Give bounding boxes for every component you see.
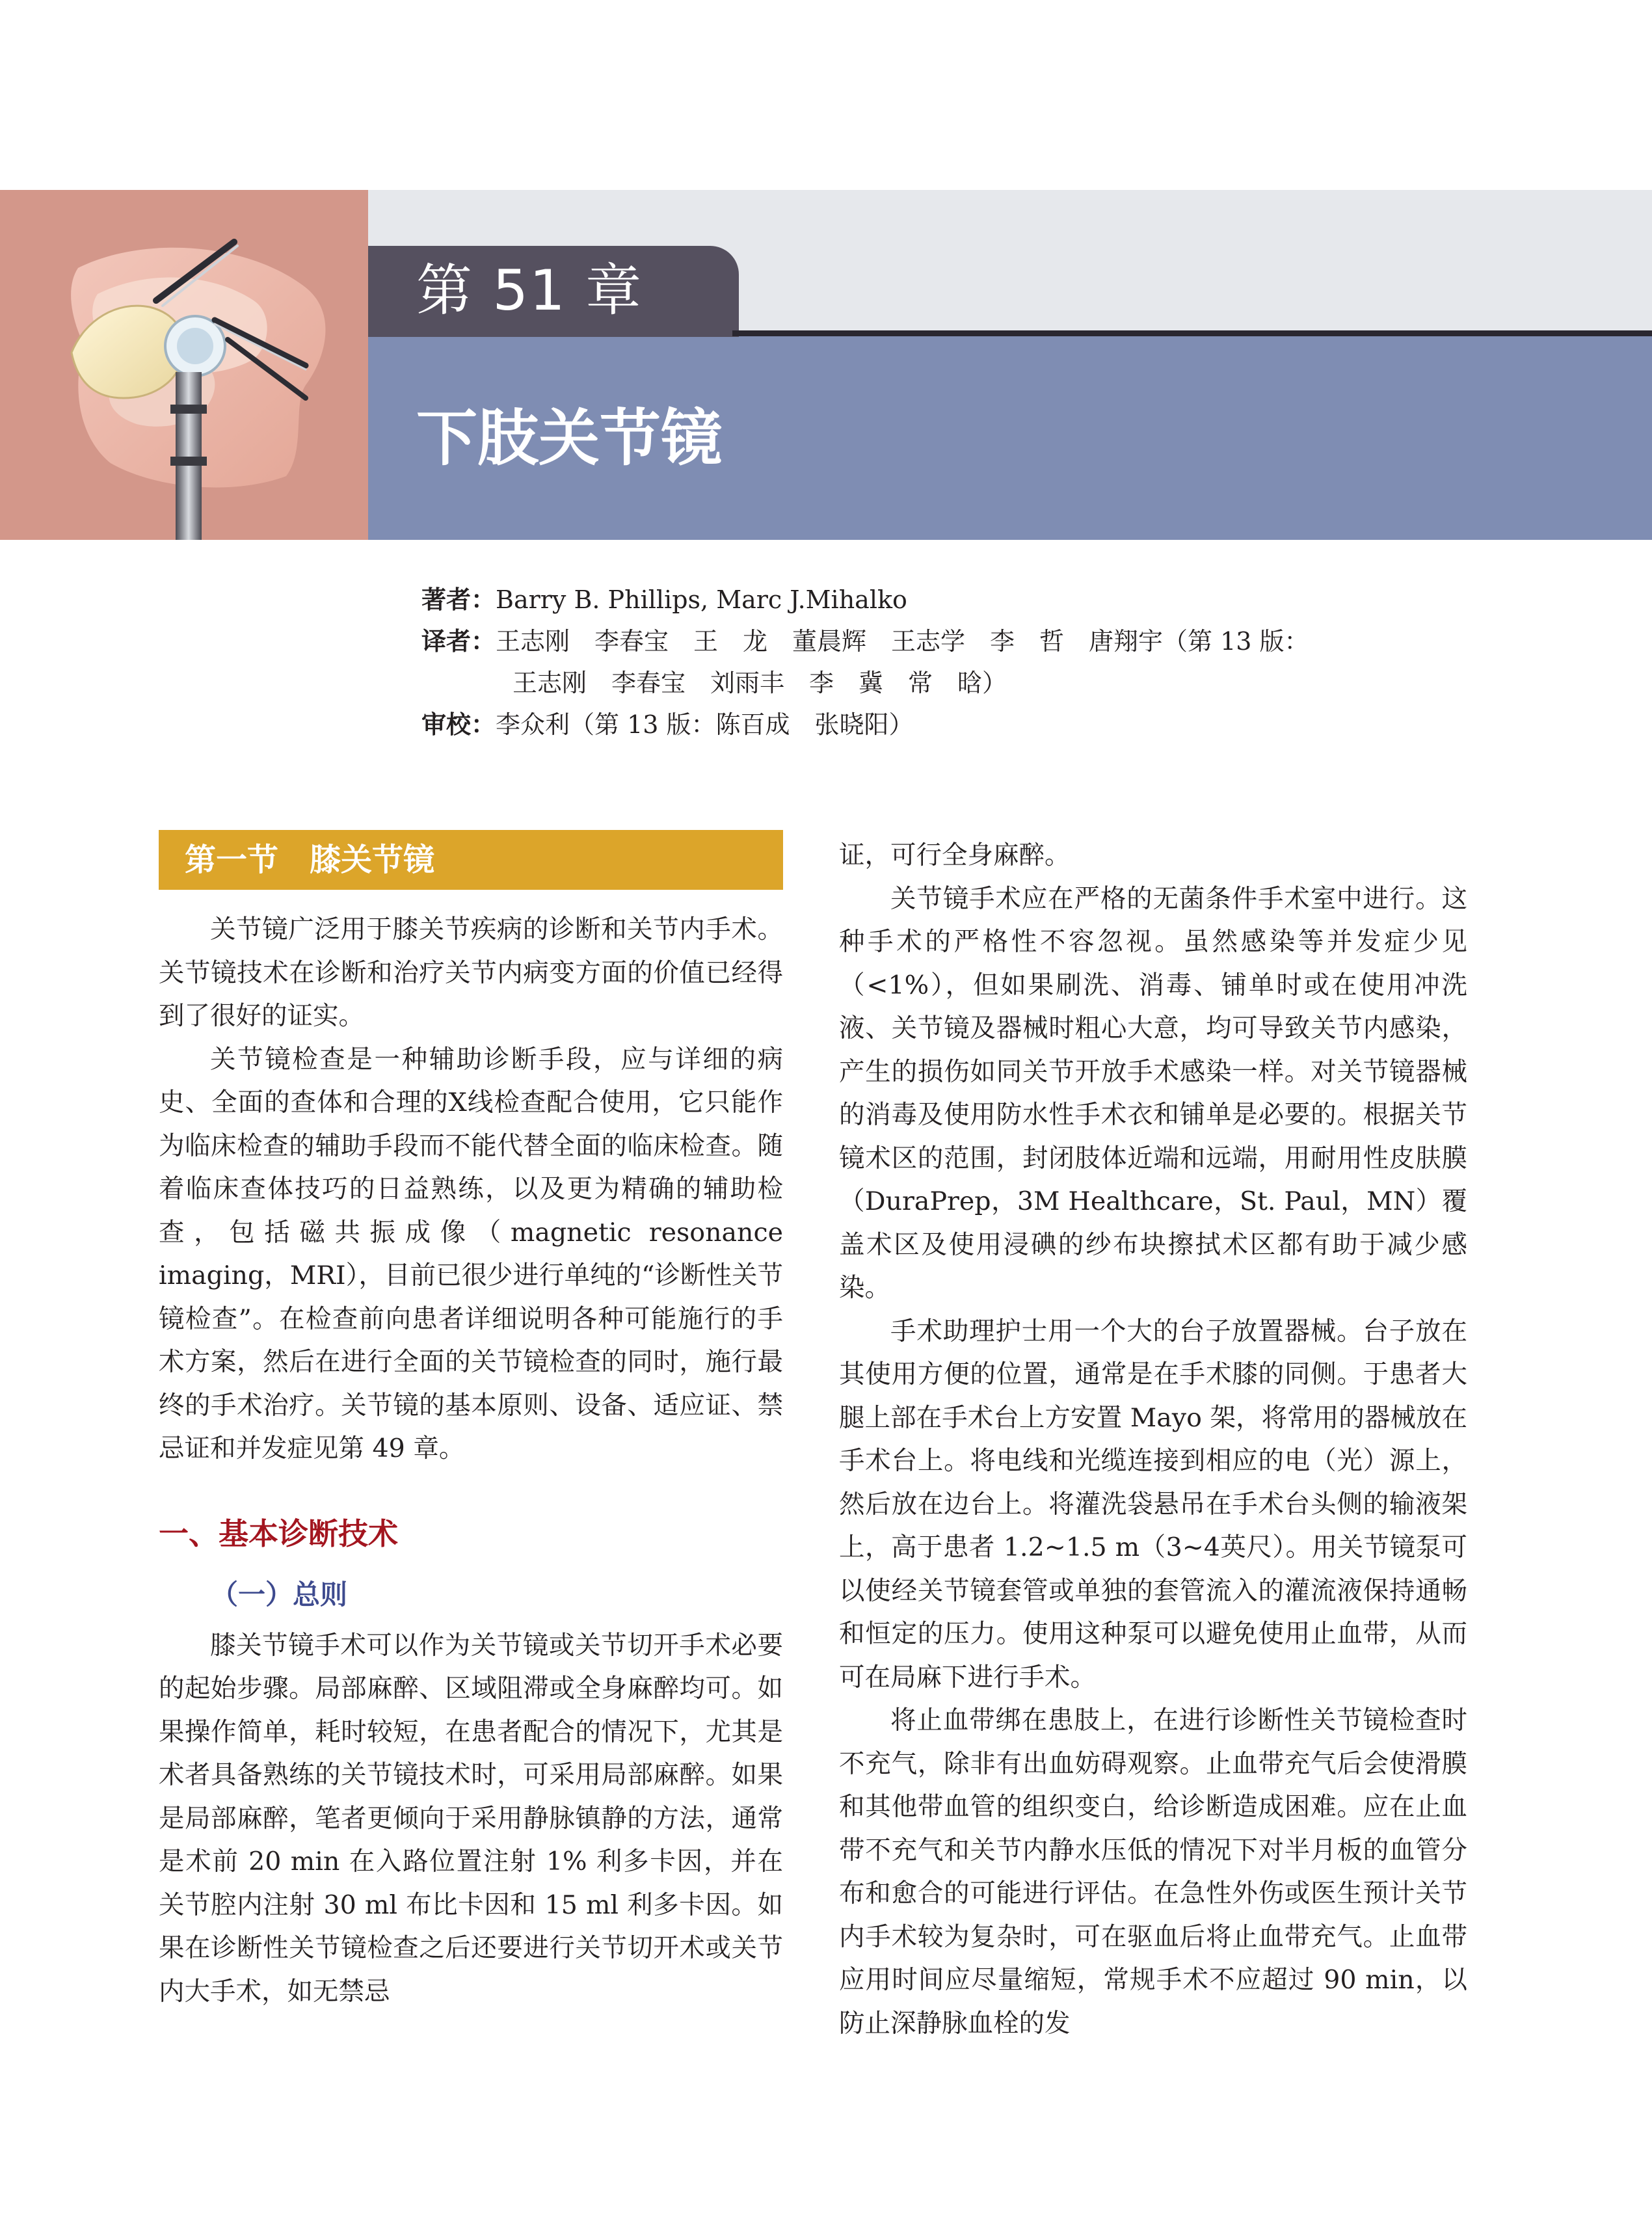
credit-reviewer	[421, 704, 914, 745]
body-paragraph: 膝关节镜手术可以作为关节镜或关节切开手术必要的起始步骤。局部麻醉、区域阻滞或全身麻醉均可。如果操作简单，耗时较短，在患者配合的情况下，尤其是术者具备熟练的关节镜技术时，可采用局部麻醉。如果是局部麻醉，笔者更倾向于采用静脉镇静的方法，通常是术前 20 min 在入路位置注射 1% 利多卡因，并在关节腔内注射 30 ml 布比卡因和 15 ml 利多卡因。如果在诊断性关节镜检查之后还要进行关节切开术或关节内大手术，如无禁忌	[159, 1630, 783, 2007]
right-column	[839, 834, 1467, 2045]
knee-arthroscopy-illustration	[0, 190, 368, 540]
left-column	[159, 830, 783, 2013]
author-names: Barry B. Phillips, Marc J.Mihalko	[496, 585, 907, 614]
credit-author	[421, 579, 907, 621]
arthroscopy-illustration	[0, 190, 368, 540]
subsubsection-heading: （一）总则	[211, 1578, 348, 1610]
subsection-heading: 一、基本诊断技术	[159, 1516, 398, 1551]
translators-label: 译者：	[421, 627, 496, 656]
body-paragraph: 手术助理护士用一个大的台子放置器械。台子放在其使用方便的位置，通常是在手术膝的同侧。于患者大腿上部在手术台上方安置 Mayo 架，将常用的器械放在手术台上。将电线和光缆连接到相应的电（光）源上，然后放在边台上。将灌洗袋悬吊在手术台头侧的输液架上，高于患者 1.2~1.5 m（3~4英尺）。用关节镜泵可以使经关节镜套管或单独的套管流入的灌流液保持通畅和恒定的压力。使用这种泵可以避免使用止血带，从而可在局麻下进行手术。	[839, 1316, 1467, 1692]
body-paragraph: 将止血带绑在患肢上，在进行诊断性关节镜检查时不充气，除非有出血妨碍观察。止血带充气后会使滑膜和其他带血管的组织变白，给诊断造成困难。应在止血带不充气和关节内静水压低的情况下对半月板的血管分布和愈合的可能进行评估。在急性外伤或医生预计关节内手术较为复杂时，可在驱血后将止血带充气。止血带应用时间应尽量缩短，常规手术不应超过 90 min，以防止深静脉血栓的发	[839, 1705, 1467, 2038]
section-title-bar: 第一节 膝关节镜	[159, 830, 783, 890]
credit-translators	[421, 621, 1309, 662]
banner-divider	[732, 330, 1652, 336]
credit-translators-continued	[513, 662, 1007, 704]
reviewer-names: 李众利（第 13 版：陈百成 张晓阳）	[496, 710, 914, 739]
body-paragraph: 关节镜广泛用于膝关节疾病的诊断和关节内手术。关节镜技术在诊断和治疗关节内病变方面的价值已经得到了很好的证实。	[159, 915, 783, 1031]
translators-names: 王志刚 李春宝 王 龙 董晨辉 王志学 李 哲 唐翔宇（第 13 版：	[496, 627, 1309, 656]
translators-names-continued: 王志刚 李春宝 刘雨丰 李 冀 常 晗）	[513, 669, 1007, 697]
author-label: 著者：	[421, 585, 496, 614]
body-paragraph: 关节镜手术应在严格的无菌条件手术室中进行。这种手术的严格性不容忽视。虽然感染等并发症少见（<1%），但如果刷洗、消毒、铺单时或在使用冲洗液、关节镜及器械时粗心大意，均可导致关节内感染，产生的损伤如同关节开放手术感染一样。对关节镜器械的消毒及使用防水性手术衣和铺单是必要的。根据关节镜术区的范围，封闭肢体近端和远端，用耐用性皮肤膜（DuraPrep，3M Healthcare，St. Paul，MN）覆盖术区及使用浸碘的纱布块擦拭术区都有助于减少感染。	[839, 883, 1467, 1303]
reviewer-label: 审校：	[421, 710, 496, 739]
body-paragraph: 关节镜检查是一种辅助诊断手段，应与详细的病史、全面的查体和合理的X线检查配合使用，它只能作为临床检查的辅助手段而不能代替全面的临床检查。随着临床查体技巧的日益熟练，以及更为精确的辅助检查，包括磁共振成像（magnetic resonance imaging，MRI），目前已很少进行单纯的“诊断性关节镜检查”。在检查前向患者详细说明各种可能施行的手术方案，然后在进行全面的关节镜检查的同时，施行最终的手术治疗。关节镜的基本原则、设备、适应证、禁忌证和并发症见第 49 章。	[159, 1044, 783, 1463]
chapter-banner	[0, 190, 1652, 540]
body-paragraph-continuation: 证，可行全身麻醉。	[839, 840, 1071, 870]
chapter-number: 第 51 章	[416, 258, 643, 323]
chapter-title: 下肢关节镜	[416, 403, 723, 474]
